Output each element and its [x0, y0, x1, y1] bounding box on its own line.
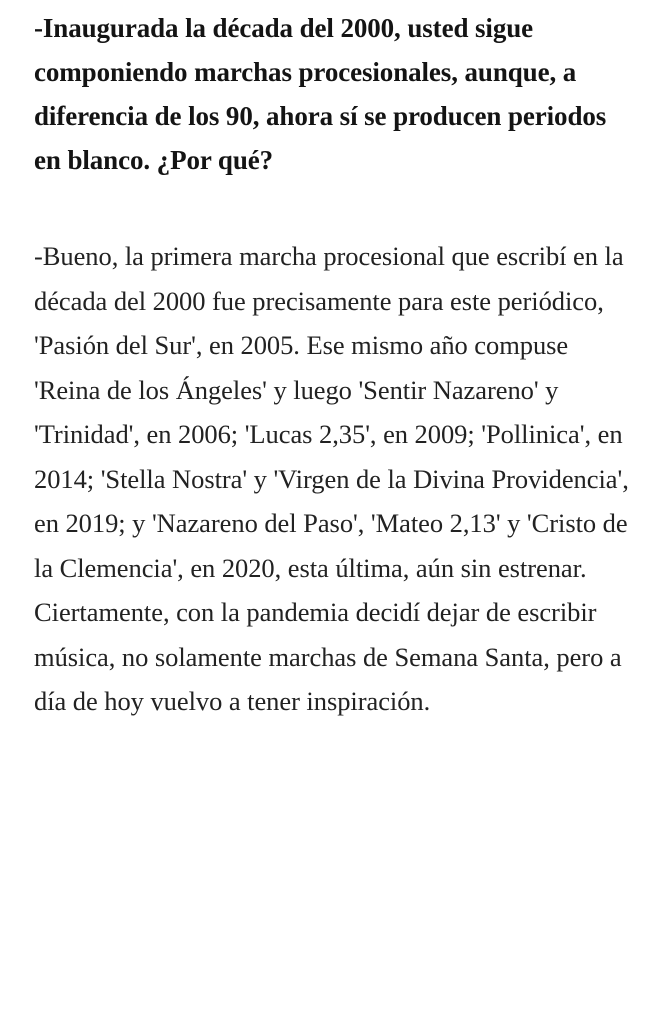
- interview-answer: -Bueno, la primera marcha procesional que escribí en la década del 2000 fue precisamente para este periódico, 'Pasión del Sur', en 2005. Ese mismo año compuse 'Reina de los Ángeles' y luego 'Sentir Nazareno' y 'Trinidad', en 2006; 'Lucas 2,35', en 2009; 'Pollinica', en 2014; 'Stella Nostra' y 'Virgen de la Divina Providencia', en 2019; y 'Nazareno del Paso', 'Mateo 2,13' y 'Cristo de la Clemencia', en 2020, esta última, aún sin estrenar. Ciertamente, con la pandemia decidí dejar de escribir música, no solamente marchas de Semana Santa, pero a día de hoy vuelvo a tener inspiración.: [34, 241, 629, 716]
- interview-question: -Inaugurada la década del 2000, usted sigue componiendo marchas procesionales, aunque, a diferencia de los 90, ahora sí se producen periodos en blanco. ¿Por qué?: [34, 13, 607, 175]
